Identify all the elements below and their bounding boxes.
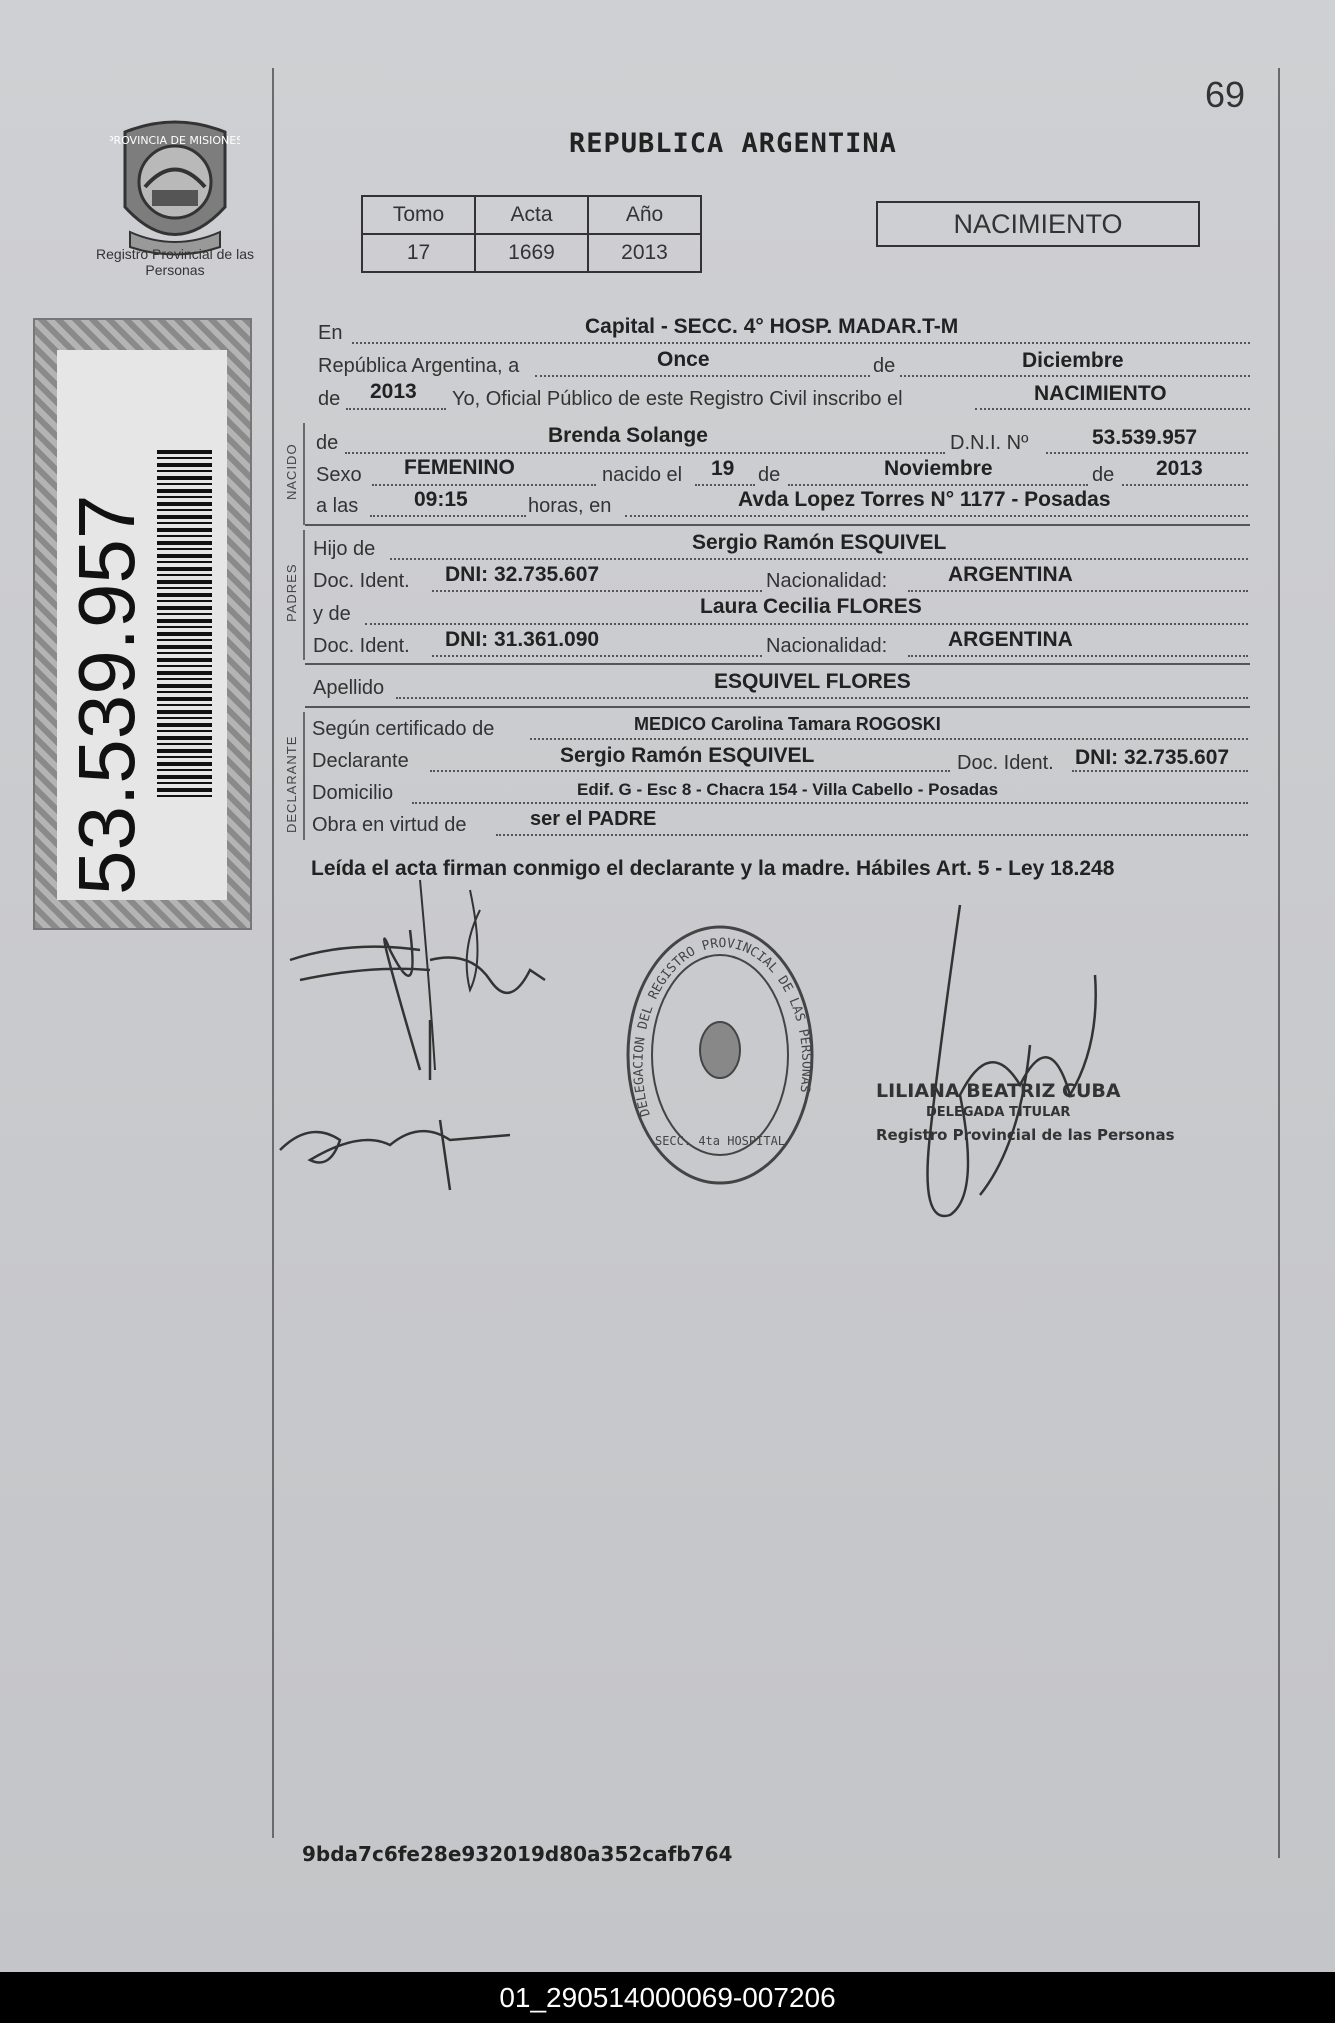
label-doc-ident1: Doc. Ident. [313,570,410,592]
table-value-tomo: 17 [362,234,475,272]
value-dni-madre: DNI: 31.361.090 [445,628,600,651]
value-anio-nac: 2013 [1156,457,1203,480]
label-de1: de [873,355,896,377]
label-de4: de [758,464,781,486]
dotted-line [900,375,1250,377]
reading-statement: Leída el acta firman conmigo el declarante y la madre. Hábiles Art. 5 - Ley 18.248 [311,857,1115,880]
table-header-anio: Año [588,196,701,234]
label-dni-n: D.N.I. Nº [950,432,1029,454]
value-madre: Laura Cecilia FLORES [700,595,922,618]
barcode-panel [33,318,252,930]
table-header-acta: Acta [475,196,588,234]
label-nacionalidad2: Nacionalidad: [766,635,888,657]
label-doc-ident2: Doc. Ident. [313,635,410,657]
label-declarante: Declarante [312,750,409,772]
value-nac-padre: ARGENTINA [948,563,1073,586]
value-apellido: ESQUIVEL FLORES [714,670,911,693]
dotted-line [1122,484,1248,486]
table-value-anio: 2013 [588,234,701,272]
value-lugar-nac: Avda Lopez Torres N° 1177 - Posadas [738,488,1111,511]
barcode-bars [157,450,212,800]
dotted-line [496,834,1248,836]
section-label-padres: PADRES [284,563,299,622]
value-declarante: Sergio Ramón ESQUIVEL [560,744,815,767]
value-dni-padre: DNI: 32.735.607 [445,563,600,586]
officer-name: LILIANA BEATRIZ CUBA [876,1080,1121,1102]
section-bar-padres [303,530,305,660]
dotted-line [1046,452,1248,454]
value-nombre: Brenda Solange [548,424,708,447]
table-value-row [362,234,701,272]
stamp-round-text: DELEGACION DEL REGISTRO PROVINCIAL DE LAS PERSONAS [631,936,814,1119]
dotted-line [370,515,526,517]
label-nacido-el: nacido el [602,464,683,486]
value-lugar: Capital - SECC. 4° HOSP. MADAR.T-M [585,315,959,338]
label-de2: de [318,388,341,410]
dotted-line [432,590,762,592]
value-hora: 09:15 [414,488,468,511]
dotted-line [530,738,1248,740]
label-de5: de [1092,464,1115,486]
dotted-line [345,452,945,454]
dotted-line [346,408,446,410]
label-yo-oficial: Yo, Oficial Público de este Registro Civil inscribo el [452,388,903,410]
dotted-line [908,590,1248,592]
value-dia: Once [657,348,710,371]
dotted-line [372,484,596,486]
value-mes: Diciembre [1022,349,1124,372]
officer-signature [900,895,1140,1235]
value-domicilio: Edif. G - Esc 8 - Chacra 154 - Villa Cabello - Posadas [577,780,999,799]
value-mes-nac: Noviembre [884,457,993,480]
dotted-line [412,802,1248,804]
value-tipo: NACIMIENTO [1034,382,1167,405]
label-doc-ident3: Doc. Ident. [957,752,1054,774]
officer-title: DELEGADA TITULAR [926,1105,1071,1120]
dotted-line [430,770,950,772]
label-horas-en: horas, en [528,495,612,517]
label-obra-en-virtud: Obra en virtud de [312,814,467,836]
registry-table [361,195,702,273]
table-value-acta: 1669 [475,234,588,272]
value-nac-madre: ARGENTINA [948,628,1073,651]
section-separator [305,706,1250,708]
value-dni: 53.539.957 [1092,426,1198,449]
label-y-de: y de [313,603,351,625]
label-segun-certificado: Según certificado de [312,718,495,740]
declarant-signature [270,870,600,1200]
section-label-declarante: DECLARANTE [284,735,299,833]
dotted-line [695,484,755,486]
section-label-nacido: NACIDO [284,443,299,500]
page-number: 69 [1205,74,1246,115]
section-separator [305,524,1250,526]
value-dia-nac: 19 [711,457,735,480]
dotted-line [352,342,1250,344]
section-separator [305,663,1250,665]
value-sexo: FEMENINO [404,456,515,479]
stamp-inner-text: SECC. 4ta HOSPITAL [654,1134,786,1148]
value-anio: 2013 [370,380,417,403]
document-hash: 9bda7c6fe28e932019d80a352cafb764 [302,1842,733,1866]
dotted-line [1072,770,1248,772]
dotted-line [365,623,1248,625]
dotted-line [625,515,1248,517]
footer-file-id: 01_290514000069-007206 [0,1972,1335,2023]
section-bar-nacido [303,423,305,525]
document-title: REPUBLICA ARGENTINA [569,128,897,159]
seal-text-top: PROVINCIA DE MISIONES [110,134,240,147]
label-apellido: Apellido [313,677,385,699]
dotted-line [432,655,762,657]
value-obra: ser el PADRE [530,808,657,830]
seal-caption: Registro Provincial de las Personas [96,246,254,278]
barcode-label [57,350,227,900]
registry-round-stamp [620,915,820,1195]
value-dni-declarante: DNI: 32.735.607 [1075,746,1230,769]
right-margin-line [1278,68,1280,1858]
barcode-number: 53.539.957 [62,494,151,895]
value-certificado: MEDICO Carolina Tamara ROGOSKI [634,714,941,734]
record-type-box: NACIMIENTO [876,201,1200,247]
dotted-line [396,697,1248,699]
section-bar-declarante [303,712,305,840]
label-en: En [318,322,343,344]
table-header-tomo: Tomo [362,196,475,234]
label-hijo-de: Hijo de [313,538,376,560]
officer-registry: Registro Provincial de las Personas [876,1126,1175,1144]
provincial-seal-emblem [110,112,240,262]
dotted-line [975,408,1250,410]
label-a-las: a las [316,495,359,517]
table-header-row [362,196,701,234]
dotted-line [788,484,1088,486]
dotted-line [908,655,1248,657]
dotted-line [535,375,870,377]
label-domicilio: Domicilio [312,782,394,804]
label-sexo: Sexo [316,464,362,486]
dotted-line [390,558,1248,560]
value-padre: Sergio Ramón ESQUIVEL [692,531,947,554]
label-de3: de [316,432,339,454]
label-nacionalidad1: Nacionalidad: [766,570,888,592]
label-republica: República Argentina, a [318,355,520,377]
